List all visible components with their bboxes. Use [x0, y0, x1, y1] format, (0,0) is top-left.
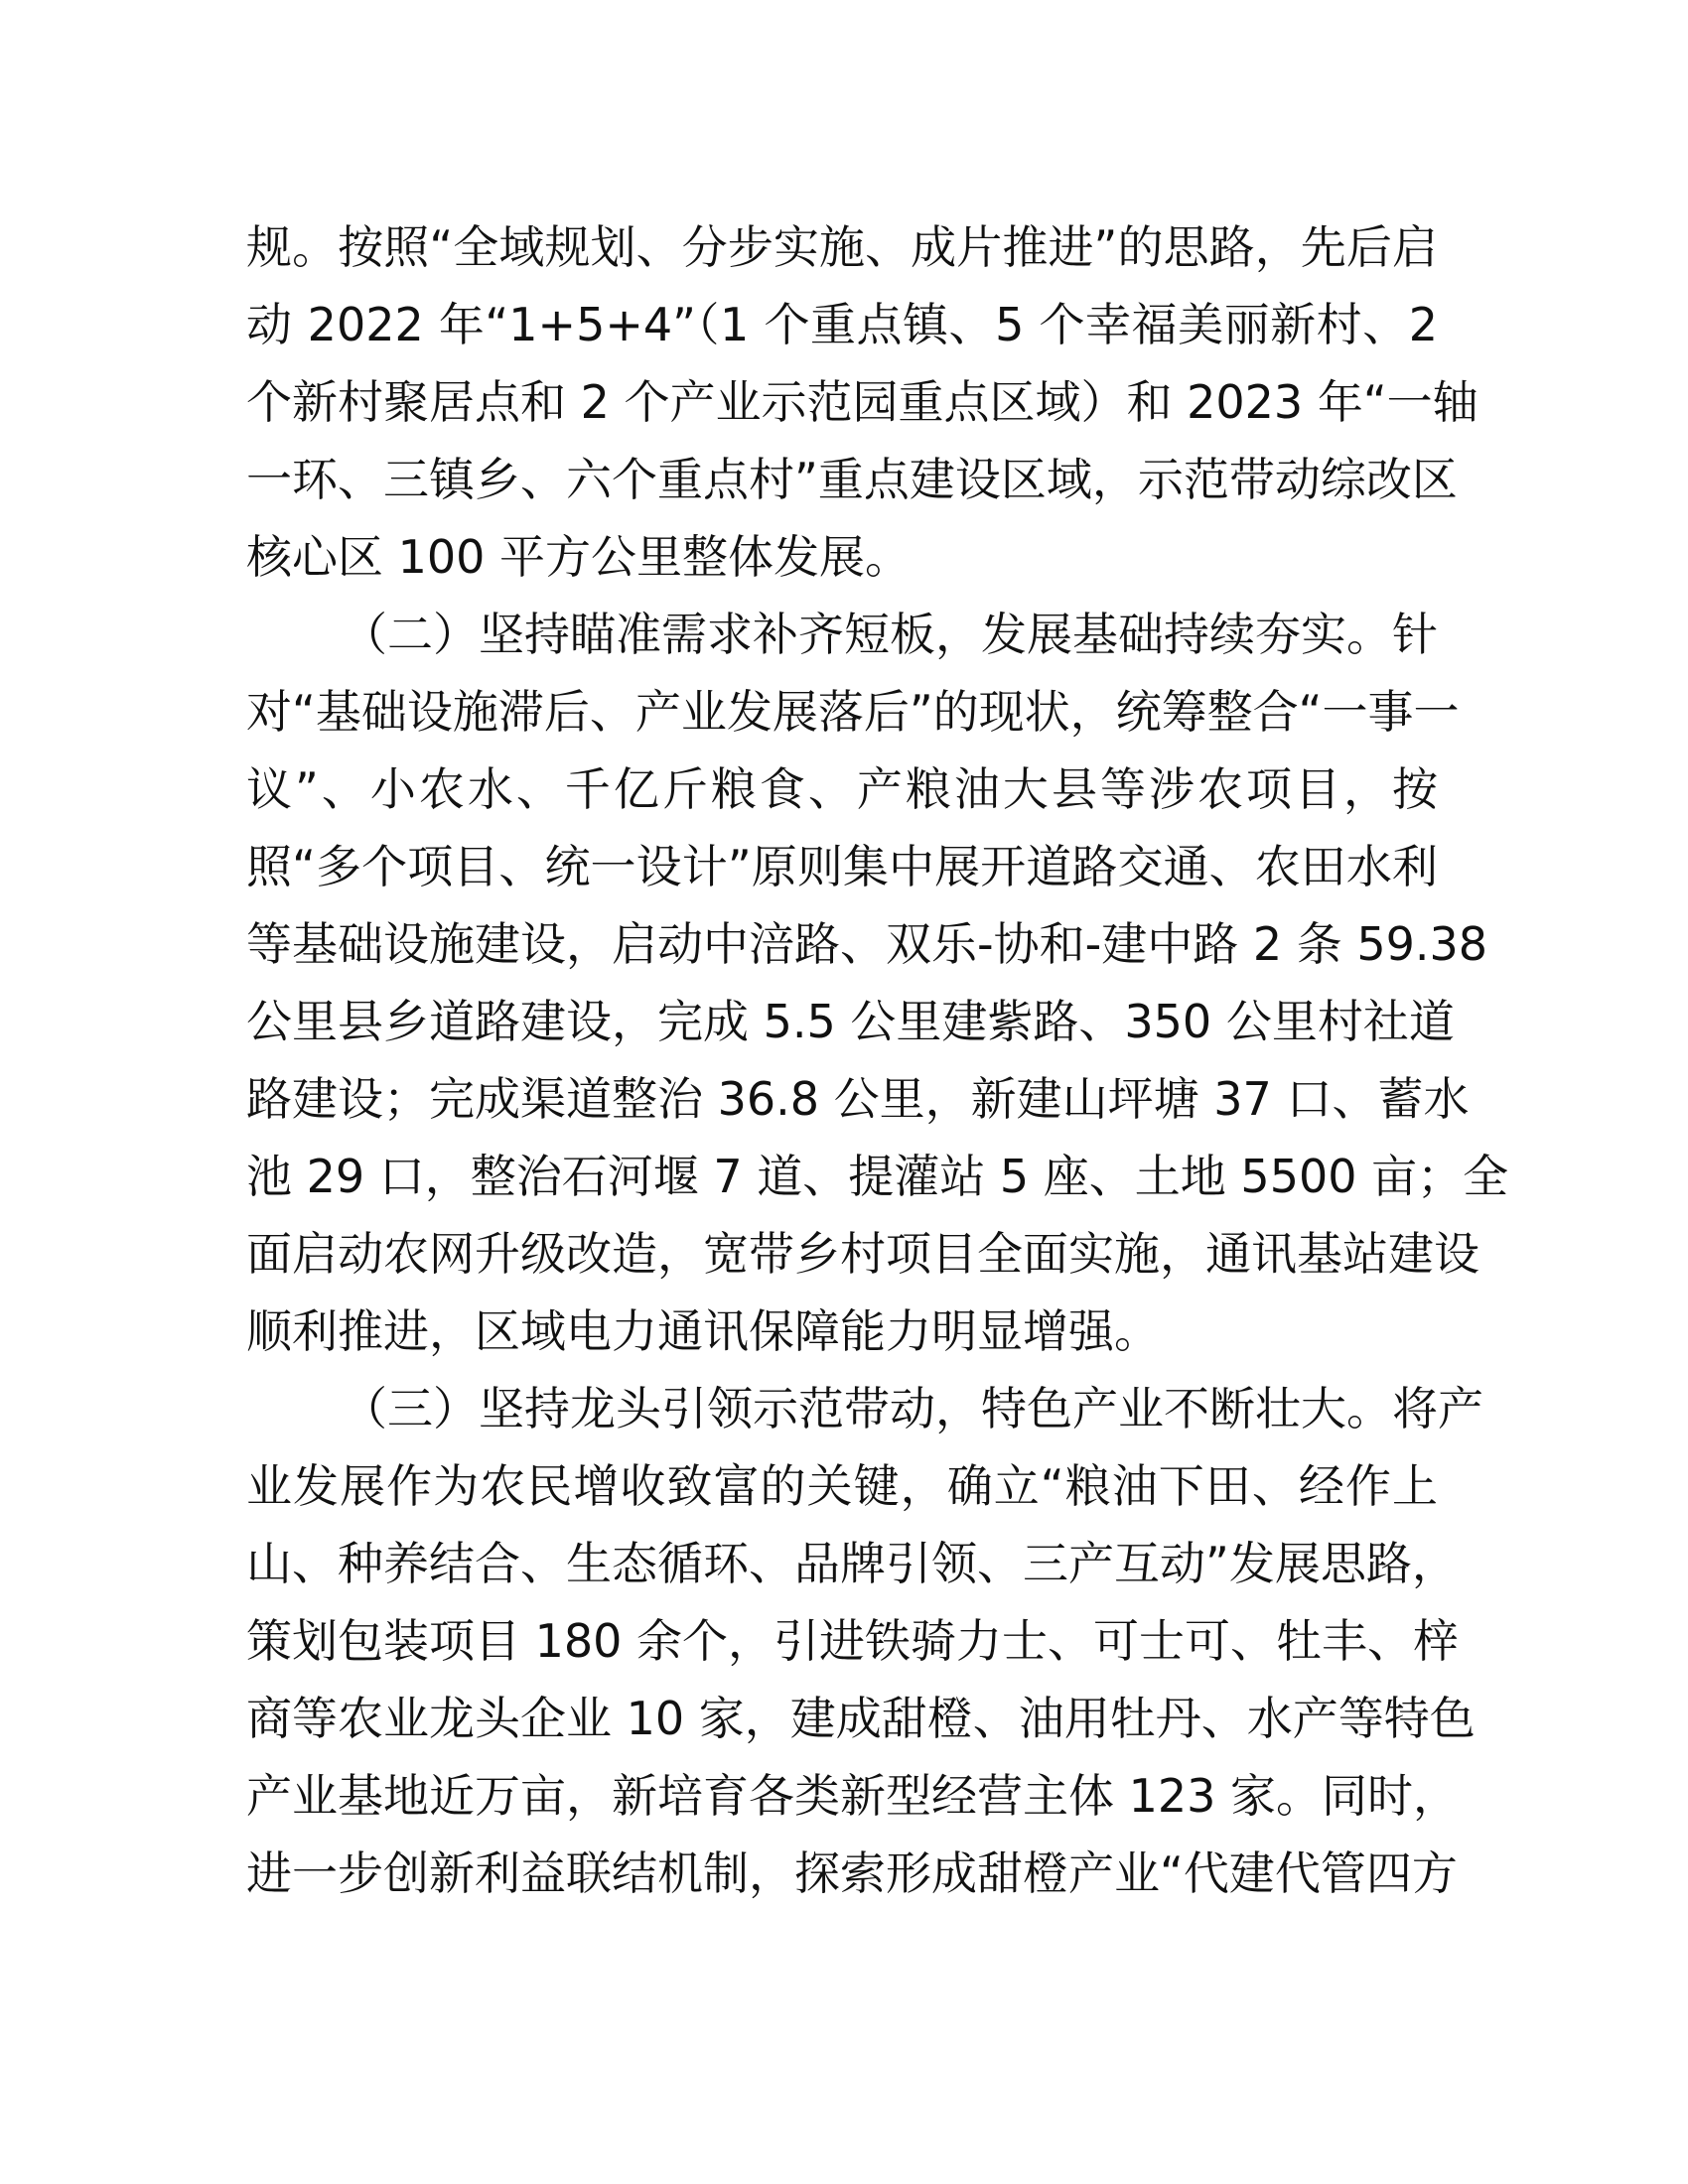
text-line: 面启动农网升级改造，宽带乡村项目全面实施，通讯基站建设	[246, 1227, 1479, 1281]
text-line: 议”、小农水、千亿斤粮食、产粮油大县等涉农项目，按	[246, 762, 1438, 816]
paragraph-heading-line: （二）坚持瞄准需求补齐短板，发展基础持续夯实。针	[342, 608, 1438, 661]
paragraph-planning	[246, 208, 1478, 596]
text-line: 个新村聚居点和 2 个产业示范园重点区域）和 2023 年“一轴	[246, 375, 1478, 429]
text-line: 进一步创新利益联结机制，探索形成甜橙产业“代建代管四方	[246, 1846, 1458, 1900]
text-line: 动 2022 年“1+5+4”（1 个重点镇、5 个幸福美丽新村、2	[246, 298, 1438, 351]
text-line: 规。按照“全域规划、分步实施、成片推进”的思路，先后启	[246, 220, 1438, 274]
paragraph-industry	[246, 1370, 1483, 1912]
text-line: 对“基础设施滞后、产业发展落后”的现状，统筹整合“一事一	[246, 685, 1460, 739]
text-line: 策划包装项目 180 余个，引进铁骑力士、可士可、牡丰、梓	[246, 1614, 1460, 1668]
text-line: 核心区 100 平方公里整体发展。	[246, 530, 912, 584]
text-line: 一环、三镇乡、六个重点村”重点建设区域，示范带动综改区	[246, 453, 1458, 506]
text-line: 顺利推进，区域电力通讯保障能力明显增强。	[246, 1304, 1160, 1358]
body-text	[246, 208, 1509, 1912]
text-line: 照“多个项目、统一设计”原则集中展开道路交通、农田水利	[246, 840, 1438, 893]
text-line: 业发展作为农民增收致富的关键，确立“粮油下田、经作上	[246, 1459, 1438, 1513]
text-line: 等基础设施建设，启动中涪路、双乐-协和-建中路 2 条 59.38	[246, 917, 1488, 971]
paragraph-infrastructure	[246, 596, 1509, 1370]
text-line: 产业基地近万亩，新培育各类新型经营主体 123 家。同时，	[246, 1769, 1460, 1823]
text-line: 山、种养结合、生态循环、品牌引领、三产互动”发展思路，	[246, 1537, 1458, 1590]
paragraph-heading-line: （三）坚持龙头引领示范带动，特色产业不断壮大。将产	[342, 1382, 1483, 1435]
text-line: 路建设；完成渠道整治 36.8 公里，新建山坪塘 37 口、蓄水	[246, 1072, 1470, 1126]
text-line: 池 29 口，整治石河堰 7 道、提灌站 5 座、土地 5500 亩；全	[246, 1150, 1509, 1203]
text-line: 公里县乡道路建设，完成 5.5 公里建紫路、350 公里村社道	[246, 995, 1455, 1048]
text-line: 商等农业龙头企业 10 家，建成甜橙、油用牡丹、水产等特色	[246, 1692, 1476, 1745]
